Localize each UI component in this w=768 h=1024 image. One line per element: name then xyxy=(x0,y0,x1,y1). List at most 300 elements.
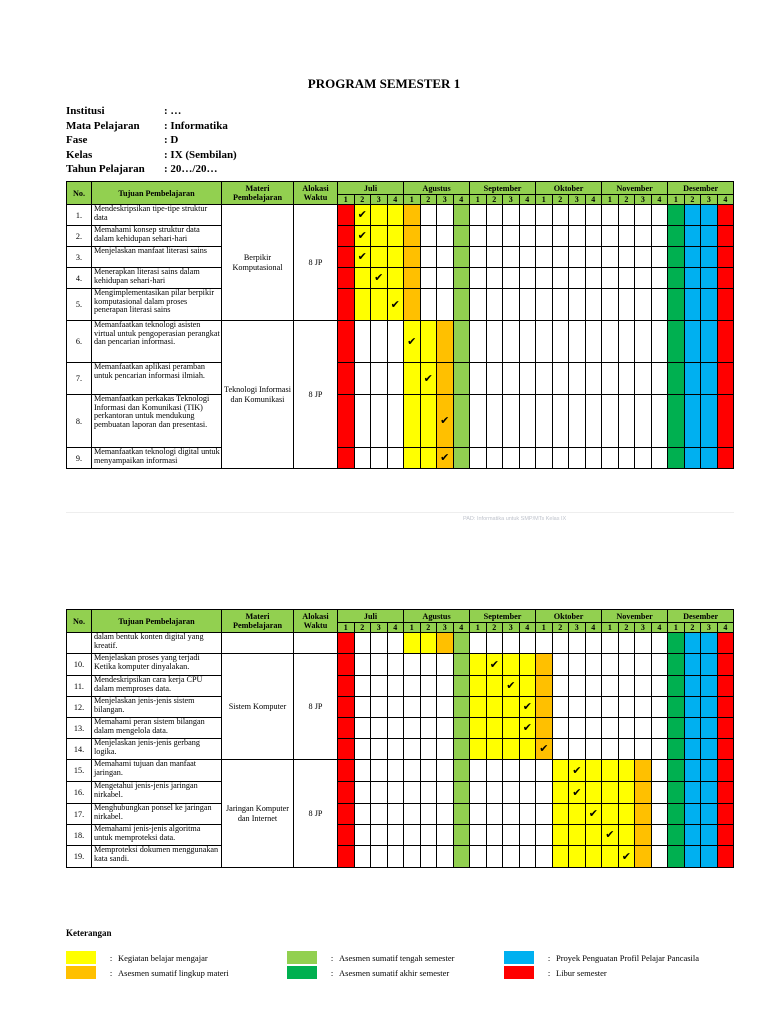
table-row xyxy=(67,804,734,825)
week-cell xyxy=(437,633,454,654)
row-number: 11. xyxy=(67,676,92,697)
week-cell xyxy=(503,205,520,226)
week-cell xyxy=(668,697,685,718)
week-cell xyxy=(486,825,503,846)
header-week: 4 xyxy=(717,195,734,205)
week-cell xyxy=(651,395,668,448)
alokasi-waktu xyxy=(294,633,338,654)
week-cell xyxy=(618,363,635,395)
table-row xyxy=(67,782,734,804)
week-cell xyxy=(453,289,470,321)
week-cell xyxy=(717,654,734,676)
week-cell xyxy=(701,697,718,718)
week-cell xyxy=(371,289,388,321)
week-cell xyxy=(470,633,487,654)
header-week: 1 xyxy=(536,623,553,633)
week-cell xyxy=(668,782,685,804)
checkmark-icon: ✔ xyxy=(602,825,619,846)
week-cell xyxy=(552,289,569,321)
week-cell xyxy=(338,321,355,363)
week-cell xyxy=(503,247,520,268)
week-cell xyxy=(651,782,668,804)
week-cell xyxy=(387,321,404,363)
week-cell xyxy=(420,448,437,469)
row-number: 5. xyxy=(67,289,92,321)
week-cell xyxy=(618,654,635,676)
table-row xyxy=(67,247,734,268)
legend-swatch xyxy=(504,951,534,964)
week-cell xyxy=(585,205,602,226)
week-cell xyxy=(338,804,355,825)
week-cell xyxy=(404,205,421,226)
week-cell xyxy=(404,739,421,760)
header-week: 2 xyxy=(618,623,635,633)
week-cell xyxy=(684,205,701,226)
week-cell xyxy=(668,289,685,321)
week-cell xyxy=(338,825,355,846)
week-cell xyxy=(387,268,404,289)
header-month: Oktober xyxy=(536,182,602,195)
week-cell xyxy=(470,268,487,289)
legend-label: Proyek Penguatan Profil Pelajar Pancasila xyxy=(556,952,700,963)
week-cell xyxy=(453,363,470,395)
week-cell xyxy=(635,846,652,868)
row-number: 2. xyxy=(67,226,92,247)
week-cell xyxy=(668,268,685,289)
week-cell xyxy=(470,825,487,846)
week-cell xyxy=(635,697,652,718)
week-cell xyxy=(354,676,371,697)
week-cell xyxy=(684,697,701,718)
week-cell xyxy=(470,804,487,825)
week-cell xyxy=(387,205,404,226)
week-cell xyxy=(684,825,701,846)
week-cell xyxy=(717,289,734,321)
header-week: 3 xyxy=(635,195,652,205)
week-cell xyxy=(354,697,371,718)
table-row xyxy=(67,633,734,654)
table-row xyxy=(67,825,734,846)
week-cell xyxy=(635,226,652,247)
tujuan-pembelajaran: Mengetahui jenis-jenis jaringan nirkabel. xyxy=(92,782,222,804)
week-cell xyxy=(503,363,520,395)
week-cell xyxy=(585,739,602,760)
week-cell xyxy=(651,846,668,868)
week-cell xyxy=(404,633,421,654)
week-cell xyxy=(569,846,586,868)
week-cell xyxy=(470,654,487,676)
tujuan-pembelajaran: Menjelaskan jenis-jenis sistem bilangan. xyxy=(92,697,222,718)
week-cell xyxy=(635,760,652,782)
week-cell xyxy=(684,448,701,469)
week-cell xyxy=(618,718,635,739)
week-cell xyxy=(519,676,536,697)
week-cell xyxy=(519,760,536,782)
week-cell xyxy=(717,846,734,868)
week-cell xyxy=(717,321,734,363)
week-cell xyxy=(618,321,635,363)
week-cell xyxy=(569,289,586,321)
week-cell xyxy=(668,676,685,697)
week-cell xyxy=(635,395,652,448)
week-cell xyxy=(453,782,470,804)
week-cell xyxy=(387,804,404,825)
header-week: 2 xyxy=(552,623,569,633)
week-cell xyxy=(618,247,635,268)
row-number: 9. xyxy=(67,448,92,469)
checkmark-icon: ✔ xyxy=(354,226,371,247)
checkmark-icon: ✔ xyxy=(519,697,536,718)
week-cell xyxy=(486,760,503,782)
checkmark-icon: ✔ xyxy=(371,268,388,289)
week-cell xyxy=(404,247,421,268)
week-cell xyxy=(552,633,569,654)
tujuan-pembelajaran: Memproteksi dokumen menggunakan kata sandi. xyxy=(92,846,222,868)
header-week: 2 xyxy=(486,623,503,633)
week-cell xyxy=(651,448,668,469)
week-cell xyxy=(585,363,602,395)
week-cell xyxy=(618,633,635,654)
header-week: 3 xyxy=(569,623,586,633)
header-week: 2 xyxy=(618,195,635,205)
week-cell xyxy=(338,676,355,697)
week-cell xyxy=(404,760,421,782)
week-cell xyxy=(536,846,553,868)
week-cell xyxy=(437,697,454,718)
week-cell xyxy=(552,676,569,697)
header-week: 2 xyxy=(420,623,437,633)
week-cell xyxy=(453,633,470,654)
week-cell xyxy=(503,825,520,846)
week-cell xyxy=(371,825,388,846)
header-row-months xyxy=(67,610,734,623)
week-cell xyxy=(536,363,553,395)
week-cell xyxy=(519,739,536,760)
week-cell xyxy=(404,268,421,289)
week-cell xyxy=(618,395,635,448)
week-cell xyxy=(569,448,586,469)
materi-pembelajaran: Berpikir Komputasional xyxy=(222,205,294,321)
week-cell xyxy=(371,718,388,739)
week-cell xyxy=(585,782,602,804)
week-cell xyxy=(486,268,503,289)
week-cell xyxy=(486,697,503,718)
week-cell xyxy=(536,321,553,363)
week-cell xyxy=(717,363,734,395)
week-cell xyxy=(470,448,487,469)
tujuan-pembelajaran: Memanfaatkan aplikasi peramban untuk pencarian informasi ilmiah. xyxy=(92,363,222,395)
table-row xyxy=(67,846,734,868)
week-cell xyxy=(569,654,586,676)
header-week: 1 xyxy=(404,195,421,205)
header-alokasi: Alokasi Waktu xyxy=(294,610,338,633)
header-materi: Materi Pembelajaran xyxy=(222,182,294,205)
week-cell xyxy=(437,760,454,782)
week-cell xyxy=(371,739,388,760)
week-cell xyxy=(371,226,388,247)
info-row-fase xyxy=(66,133,237,148)
tujuan-pembelajaran: Memahami tujuan dan manfaat jaringan. xyxy=(92,760,222,782)
week-cell xyxy=(503,760,520,782)
page-title: PROGRAM SEMESTER 1 xyxy=(307,76,461,91)
week-cell xyxy=(420,289,437,321)
week-cell xyxy=(585,654,602,676)
week-cell xyxy=(437,804,454,825)
week-cell xyxy=(684,739,701,760)
week-cell xyxy=(338,760,355,782)
table-row xyxy=(67,448,734,469)
week-cell xyxy=(437,846,454,868)
header-week: 3 xyxy=(437,623,454,633)
week-cell xyxy=(552,448,569,469)
week-cell xyxy=(453,760,470,782)
week-cell xyxy=(651,363,668,395)
week-cell xyxy=(503,718,520,739)
header-week: 3 xyxy=(503,623,520,633)
tujuan-pembelajaran: Memanfaatkan perkakas Teknologi Informasi dan Komunikasi (TIK) perkantoran untuk mendukung pembuatan laporan dan presentasi. xyxy=(92,395,222,448)
week-cell xyxy=(552,226,569,247)
week-cell xyxy=(453,268,470,289)
document-info xyxy=(66,104,237,177)
week-cell xyxy=(585,633,602,654)
week-cell xyxy=(684,226,701,247)
legend-item xyxy=(287,951,454,964)
week-cell xyxy=(486,739,503,760)
week-cell xyxy=(602,395,619,448)
week-cell xyxy=(486,718,503,739)
week-cell xyxy=(536,760,553,782)
week-cell xyxy=(536,654,553,676)
week-cell xyxy=(338,205,355,226)
week-cell xyxy=(453,846,470,868)
week-cell xyxy=(371,395,388,448)
table-row xyxy=(67,718,734,739)
legend-swatch xyxy=(66,966,96,979)
week-cell xyxy=(552,247,569,268)
header-month: November xyxy=(602,182,668,195)
checkmark-icon: ✔ xyxy=(618,846,635,868)
week-cell xyxy=(569,205,586,226)
week-cell xyxy=(338,846,355,868)
week-cell xyxy=(354,321,371,363)
week-cell xyxy=(453,321,470,363)
week-cell xyxy=(387,226,404,247)
week-cell xyxy=(668,825,685,846)
week-cell xyxy=(684,654,701,676)
info-value: : … xyxy=(164,105,182,117)
week-cell xyxy=(585,697,602,718)
week-cell xyxy=(668,205,685,226)
legend-separator: : xyxy=(109,967,113,978)
week-cell xyxy=(651,718,668,739)
week-cell xyxy=(354,804,371,825)
week-cell xyxy=(404,718,421,739)
week-cell xyxy=(569,268,586,289)
week-cell xyxy=(701,782,718,804)
table-row xyxy=(67,395,734,448)
row-number: 13. xyxy=(67,718,92,739)
info-row-institusi xyxy=(66,104,237,119)
row-number: 15. xyxy=(67,760,92,782)
info-label: Kelas xyxy=(66,148,93,161)
week-cell xyxy=(618,205,635,226)
info-label: Fase xyxy=(66,134,88,147)
week-cell xyxy=(651,247,668,268)
week-cell xyxy=(387,654,404,676)
week-cell xyxy=(536,289,553,321)
week-cell xyxy=(585,676,602,697)
week-cell xyxy=(338,247,355,268)
week-cell xyxy=(387,697,404,718)
week-cell xyxy=(503,226,520,247)
week-cell xyxy=(668,654,685,676)
week-cell xyxy=(552,697,569,718)
header-week: 4 xyxy=(717,623,734,633)
checkmark-icon: ✔ xyxy=(404,321,421,363)
header-week: 1 xyxy=(470,195,487,205)
week-cell xyxy=(420,760,437,782)
header-week: 3 xyxy=(503,195,520,205)
week-cell xyxy=(618,697,635,718)
week-cell xyxy=(717,825,734,846)
week-cell xyxy=(717,205,734,226)
header-month: Agustus xyxy=(404,182,470,195)
week-cell xyxy=(404,289,421,321)
week-cell xyxy=(486,804,503,825)
week-cell xyxy=(668,760,685,782)
week-cell xyxy=(701,739,718,760)
week-cell xyxy=(486,226,503,247)
checkmark-icon: ✔ xyxy=(437,448,454,469)
header-tujuan: Tujuan Pembelajaran xyxy=(92,182,222,205)
header-week: 1 xyxy=(536,195,553,205)
week-cell xyxy=(437,289,454,321)
week-cell xyxy=(437,247,454,268)
week-cell xyxy=(569,395,586,448)
week-cell xyxy=(387,363,404,395)
week-cell xyxy=(371,782,388,804)
week-cell xyxy=(519,268,536,289)
week-cell xyxy=(701,804,718,825)
row-number: 6. xyxy=(67,321,92,363)
header-week: 3 xyxy=(437,195,454,205)
week-cell xyxy=(618,804,635,825)
week-cell xyxy=(519,804,536,825)
week-cell xyxy=(701,321,718,363)
info-row-mapel xyxy=(66,119,237,134)
week-cell xyxy=(354,268,371,289)
week-cell xyxy=(371,321,388,363)
week-cell xyxy=(387,739,404,760)
table-row xyxy=(67,321,734,363)
week-cell xyxy=(701,654,718,676)
week-cell xyxy=(717,676,734,697)
week-cell xyxy=(717,697,734,718)
tujuan-pembelajaran: Menerapkan literasi sains dalam kehidupan sehari-hari xyxy=(92,268,222,289)
week-cell xyxy=(635,804,652,825)
table-row xyxy=(67,205,734,226)
header-week: 4 xyxy=(585,195,602,205)
header-month: November xyxy=(602,610,668,623)
week-cell xyxy=(453,654,470,676)
legend-item xyxy=(66,966,229,979)
week-cell xyxy=(602,760,619,782)
week-cell xyxy=(437,205,454,226)
week-cell xyxy=(651,676,668,697)
header-week: 3 xyxy=(569,195,586,205)
week-cell xyxy=(635,289,652,321)
legend-swatch xyxy=(287,951,317,964)
week-cell xyxy=(668,739,685,760)
checkmark-icon: ✔ xyxy=(420,363,437,395)
week-cell xyxy=(552,205,569,226)
week-cell xyxy=(470,289,487,321)
week-cell xyxy=(585,718,602,739)
week-cell xyxy=(338,268,355,289)
program-table-page-1 xyxy=(66,181,734,469)
header-month: September xyxy=(470,182,536,195)
week-cell xyxy=(618,782,635,804)
tujuan-pembelajaran: Menjelaskan proses yang terjadi Ketika komputer dinyalakan. xyxy=(92,654,222,676)
week-cell xyxy=(536,226,553,247)
program-table-page-2 xyxy=(66,609,734,868)
week-cell xyxy=(651,760,668,782)
week-cell xyxy=(437,782,454,804)
header-week: 3 xyxy=(371,195,388,205)
header-week: 4 xyxy=(651,195,668,205)
week-cell xyxy=(635,205,652,226)
week-cell xyxy=(536,718,553,739)
week-cell xyxy=(618,825,635,846)
legend-separator: : xyxy=(330,967,334,978)
week-cell xyxy=(701,205,718,226)
checkmark-icon: ✔ xyxy=(569,782,586,804)
checkmark-icon: ✔ xyxy=(536,739,553,760)
week-cell xyxy=(668,718,685,739)
week-cell xyxy=(519,633,536,654)
week-cell xyxy=(519,846,536,868)
header-month: Desember xyxy=(668,182,734,195)
week-cell xyxy=(354,448,371,469)
week-cell xyxy=(552,782,569,804)
header-week: 1 xyxy=(404,623,421,633)
row-number: 17. xyxy=(67,804,92,825)
week-cell xyxy=(503,289,520,321)
week-cell xyxy=(701,289,718,321)
header-alokasi: Alokasi Waktu xyxy=(294,182,338,205)
week-cell xyxy=(354,289,371,321)
week-cell xyxy=(519,363,536,395)
header-no: No. xyxy=(67,182,92,205)
week-cell xyxy=(684,289,701,321)
header-materi: Materi Pembelajaran xyxy=(222,610,294,633)
week-cell xyxy=(602,268,619,289)
week-cell xyxy=(635,718,652,739)
week-cell xyxy=(387,395,404,448)
week-cell xyxy=(404,654,421,676)
week-cell xyxy=(701,395,718,448)
table-row xyxy=(67,697,734,718)
week-cell xyxy=(420,633,437,654)
row-number: 16. xyxy=(67,782,92,804)
week-cell xyxy=(536,448,553,469)
week-cell xyxy=(453,697,470,718)
week-cell xyxy=(420,804,437,825)
materi-pembelajaran: Jaringan Komputer dan Internet xyxy=(222,760,294,868)
week-cell xyxy=(602,363,619,395)
week-cell xyxy=(453,825,470,846)
week-cell xyxy=(684,268,701,289)
